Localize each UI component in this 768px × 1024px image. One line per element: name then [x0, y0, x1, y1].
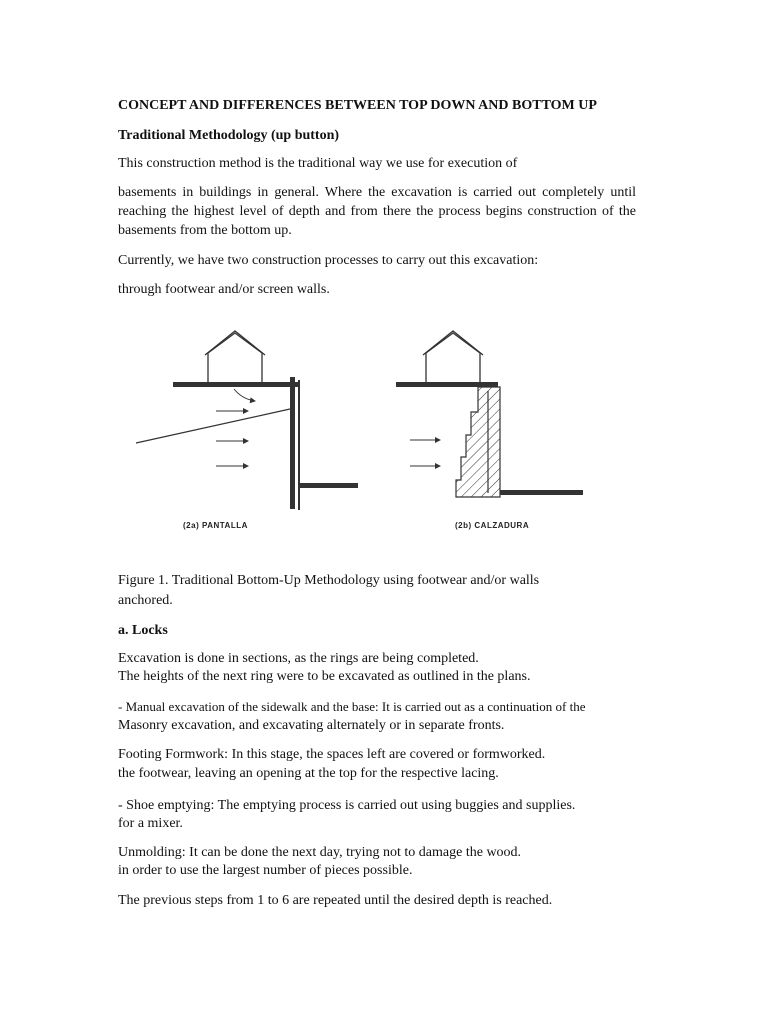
footing-formwork-line-2: the footwear, leaving an opening at the top for the respective lacing.	[118, 766, 499, 781]
locks-line-2: The heights of the next ring were to be excavated as outlined in the plans.	[118, 669, 531, 684]
excavation-floor	[500, 490, 583, 495]
label-pantalla: (2a) PANTALLA	[183, 521, 248, 530]
house-icon	[423, 331, 483, 383]
document-title: CONCEPT AND DIFFERENCES BETWEEN TOP DOWN AND BOTTOM UP	[118, 98, 597, 113]
anchor-line	[136, 409, 290, 443]
unmolding-line-1: Unmolding: It can be done the next day, trying not to damage the wood.	[118, 845, 522, 860]
paragraph-4: through footwear and/or screen walls.	[118, 282, 330, 297]
figure-caption-line-2: anchored.	[118, 593, 173, 608]
underpinning-wall	[456, 387, 500, 497]
slab	[396, 382, 498, 387]
subheading-locks: a. Locks	[118, 623, 168, 638]
paragraph-3: Currently, we have two construction processes to carry out this excavation:	[118, 253, 539, 268]
diagram-calzadura	[396, 331, 583, 530]
locks-line-1: Excavation is done in sections, as the rings are being completed.	[118, 651, 479, 666]
section-heading: Traditional Methodology (up button)	[118, 128, 340, 143]
excavation-floor	[298, 483, 358, 488]
construction-diagram-figure	[128, 325, 598, 545]
label-calzadura: (2b) CALZADURA	[455, 521, 530, 530]
diagram-pantalla	[136, 331, 358, 530]
paragraph-1: This construction method is the traditional way we use for execution of	[118, 156, 518, 171]
figure-caption-line-1: Figure 1. Traditional Bottom-Up Methodology using footwear and/or walls	[118, 573, 540, 588]
shoe-emptying-line-2: for a mixer.	[118, 816, 183, 831]
footing-formwork-line-1: Footing Formwork: In this stage, the spaces left are covered or formworked.	[118, 747, 546, 762]
diagram-svg	[128, 325, 598, 545]
manual-excavation-line-1: - Manual excavation of the sidewalk and the base: It is carried out as a continuation of the	[118, 699, 586, 714]
shoe-emptying-line-1: - Shoe emptying: The emptying process is carried out using buggies and supplies.	[118, 798, 576, 813]
manual-excavation-line-2: Masonry excavation, and excavating alternately or in separate fronts.	[118, 718, 505, 733]
house-icon	[205, 331, 265, 383]
screen-wall	[290, 377, 295, 509]
curved-arrow-icon	[234, 389, 255, 401]
final-paragraph: The previous steps from 1 to 6 are repeated until the desired depth is reached.	[118, 893, 553, 908]
screen-wall-inner	[298, 380, 300, 510]
slab	[173, 382, 298, 387]
unmolding-line-2: in order to use the largest number of pieces possible.	[118, 863, 413, 878]
paragraph-2: basements in buildings in general. Where the excavation is carried out completely until reaching the highest level of depth and from there the process begins construction of the basements from the bottom up.	[118, 185, 636, 238]
